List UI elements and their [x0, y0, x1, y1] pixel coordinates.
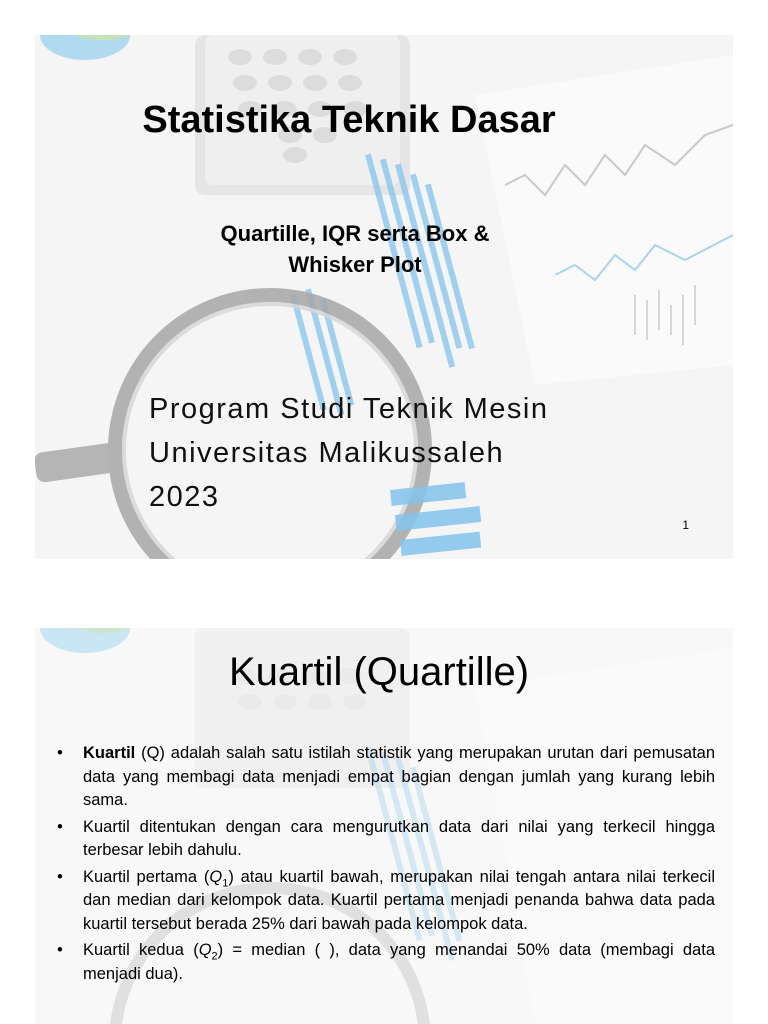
term-bold: Kuartil [83, 744, 136, 762]
year: 2023 [149, 481, 220, 513]
program-info [149, 387, 549, 519]
slide-title: Kuartil (Quartille) [228, 650, 530, 694]
title-slide [35, 35, 733, 559]
presentation-subtitle [165, 218, 545, 280]
q-subscript: 1 [222, 876, 229, 889]
q-subscript: 2 [211, 950, 218, 963]
page-number: 1 [682, 518, 689, 532]
list-item [55, 939, 715, 986]
subtitle-line-2: Whisker Plot [288, 252, 422, 277]
list-item [55, 816, 715, 863]
list-item [55, 742, 715, 813]
presentation-title: Statistika Teknik Dasar [142, 99, 556, 141]
bullet-list [55, 742, 715, 989]
university-name: Universitas Malikussaleh [149, 437, 505, 469]
bullet-text: ) = median ( ), data yang menandai 50% data (membagi data menjadi dua). [83, 941, 715, 983]
bullet-text: Kuartil pertama ( [83, 867, 210, 886]
bullet-text: ) atau kuartil bawah, merupakan nilai tengah antara nilai terkecil dan median dari kelompok data. Kuartil pertama menjadi penanda bahwa data pada kuartil tersebut berada 25% dari bawah pada kelompok data. [83, 867, 715, 933]
list-item [55, 866, 715, 937]
bullet-text: (Q) adalah salah satu istilah statistik yang merupakan urutan dari pemusatan data yang membagi data menjadi empat bagian dengan jumlah yang kurang lebih sama. [83, 744, 715, 809]
program-study: Program Studi Teknik Mesin [149, 393, 549, 425]
bullet-text: Kuartil ditentukan dengan cara mengurutkan data dari nilai yang terkecil hingga terbesar lebih dahulu. [83, 817, 715, 859]
bullet-icon: • [57, 817, 63, 836]
bullet-text: Kuartil kedua ( [83, 941, 199, 959]
bullet-icon: • [57, 941, 63, 959]
subtitle-line-1: Quartille, IQR serta Box & [220, 221, 490, 246]
bullet-icon: • [57, 867, 63, 886]
q-symbol: Q [209, 867, 223, 886]
content-slide [35, 628, 733, 1024]
q-symbol: Q [198, 941, 212, 959]
bullet-icon: • [57, 744, 63, 762]
